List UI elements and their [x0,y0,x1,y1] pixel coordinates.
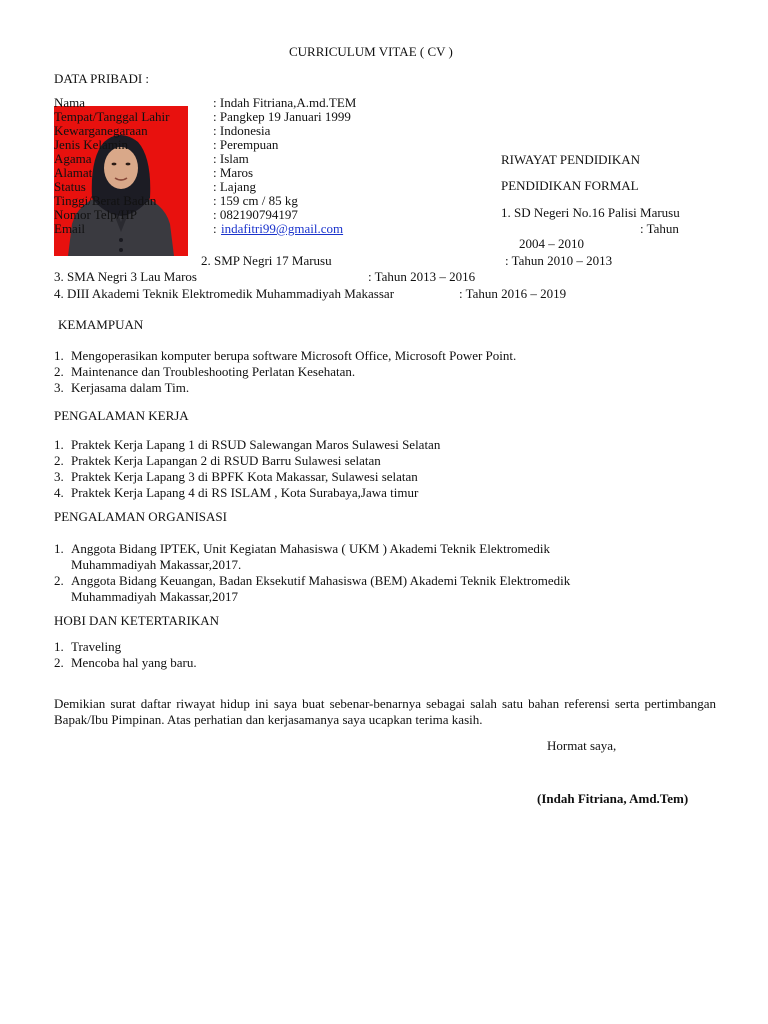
list-text: Anggota Bidang Keuangan, Badan Eksekutif Mahasiswa (BEM) Akademi Teknik Elektromedik [71,573,571,588]
signature-name: (Indah Fitriana, Amd.Tem) [537,791,689,806]
hobbies-list [54,639,197,671]
value-gender: : Perempuan [213,137,279,152]
list-item [54,639,197,655]
list-text: Maintenance dan Troubleshooting Perlatan Kesehatan. [71,364,356,379]
list-item [54,364,516,380]
label-phone: Nomor Telp/HP [54,207,137,222]
list-text: Mengoperasikan komputer berupa software Microsoft Office, Microsoft Power Point. [71,348,517,363]
list-text: Anggota Bidang IPTEK, Unit Kegiatan Mahasiswa ( UKM ) Akademi Teknik Elektromedik [71,541,551,556]
value-birth: : Pangkep 19 Januari 1999 [213,109,351,124]
value-phone: : 082190794197 [213,207,298,222]
list-number: 3. [54,380,64,395]
document-title: CURRICULUM VITAE ( CV ) [289,44,453,59]
value-name: : Indah Fitriana,A.md.TEM [213,95,357,110]
label-name: Nama [54,95,86,110]
list-item [54,380,516,396]
list-item [54,469,440,485]
education-item-1-years: 2004 – 2010 [519,236,584,251]
list-item [54,437,440,453]
organization-heading: PENGALAMAN ORGANISASI [54,509,227,524]
value-citizenship: : Indonesia [213,123,271,138]
education-heading: RIWAYAT PENDIDIKAN [501,152,641,167]
list-text: Praktek Kerja Lapang 4 di RS ISLAM , Kota Surabaya,Jawa timur [71,485,419,500]
value-address: : Maros [213,165,254,180]
list-item [54,541,570,557]
closing-paragraph: Demikian surat daftar riwayat hidup ini saya buat sebenar-benarnya sebagai salah satu bahan referensi serta pertimbangan Bapak/Ibu Pimpinan. Atas perhatian dan kerjasamanya saya ucapkan terima kasih. [54,696,716,727]
list-item [54,485,440,501]
value-religion: : Islam [213,151,249,166]
skills-list [54,348,516,396]
label-email: Email [54,221,86,236]
education-item-2-name: 2. SMP Negri 17 Marusu [201,253,332,268]
education-item-1-year-label: : Tahun [640,221,679,236]
list-number: 3. [54,469,64,484]
personal-data-heading: DATA PRIBADI : [54,71,150,86]
label-height-weight: Tinggi/Berat Badan [54,193,157,208]
hobbies-heading: HOBI DAN KETERTARIKAN [54,613,219,628]
work-list [54,437,440,501]
list-text: Muhammadiyah Makassar,2017. [71,557,242,572]
value-height-weight: : 159 cm / 85 kg [213,193,298,208]
label-religion: Agama [54,151,92,166]
education-item-3-name: 3. SMA Negri 3 Lau Maros [54,269,197,284]
list-number: 1. [54,541,64,556]
education-item-2-year: : Tahun 2010 – 2013 [505,253,613,268]
label-address: Alamat [54,165,93,180]
list-number: 2. [54,655,64,670]
list-item [54,573,570,589]
organization-list [54,541,570,605]
work-heading: PENGALAMAN KERJA [54,408,189,423]
list-number: 4. [54,485,64,500]
list-text: Muhammadiyah Makassar,2017 [71,589,239,604]
list-item [54,453,440,469]
label-citizenship: Kewarganegaraan [54,123,148,138]
education-item-1-name: 1. SD Negeri No.16 Palisi Marusu [501,205,680,220]
list-text: Kerjasama dalam Tim. [71,380,190,395]
skills-heading: KEMAMPUAN [58,317,144,332]
list-number: 2. [54,364,64,379]
list-item [54,655,197,671]
list-text: Mencoba hal yang baru. [71,655,197,670]
list-item-continuation [54,589,570,605]
closing-regards: Hormat saya, [547,738,617,753]
value-status: : Lajang [213,179,256,194]
list-number: 1. [54,437,64,452]
list-number: 1. [54,348,64,363]
label-birth: Tempat/Tanggal Lahir [54,109,170,124]
formal-education-heading: PENDIDIKAN FORMAL [501,178,639,193]
label-gender: Jenis Kelamin [54,137,129,152]
education-item-3-year: : Tahun 2013 – 2016 [368,269,476,284]
list-item-continuation [54,557,570,573]
list-text: Praktek Kerja Lapang 3 di BPFK Kota Makassar, Sulawesi selatan [71,469,418,484]
list-text: Traveling [71,639,122,654]
email-link[interactable]: indafitri99@gmail.com [221,221,344,236]
list-number: 2. [54,573,64,588]
list-text: Praktek Kerja Lapang 1 di RSUD Salewangan Maros Sulawesi Selatan [71,437,441,452]
list-number: 2. [54,453,64,468]
list-item [54,348,516,364]
list-number: 1. [54,639,64,654]
education-item-4-year: : Tahun 2016 – 2019 [459,286,567,301]
label-status: Status [54,179,86,194]
education-item-4-name: 4. DIII Akademi Teknik Elektromedik Muhammadiyah Makassar [54,286,395,301]
value-email-colon: : [213,221,217,236]
list-text: Praktek Kerja Lapangan 2 di RSUD Barru Sulawesi selatan [71,453,381,468]
